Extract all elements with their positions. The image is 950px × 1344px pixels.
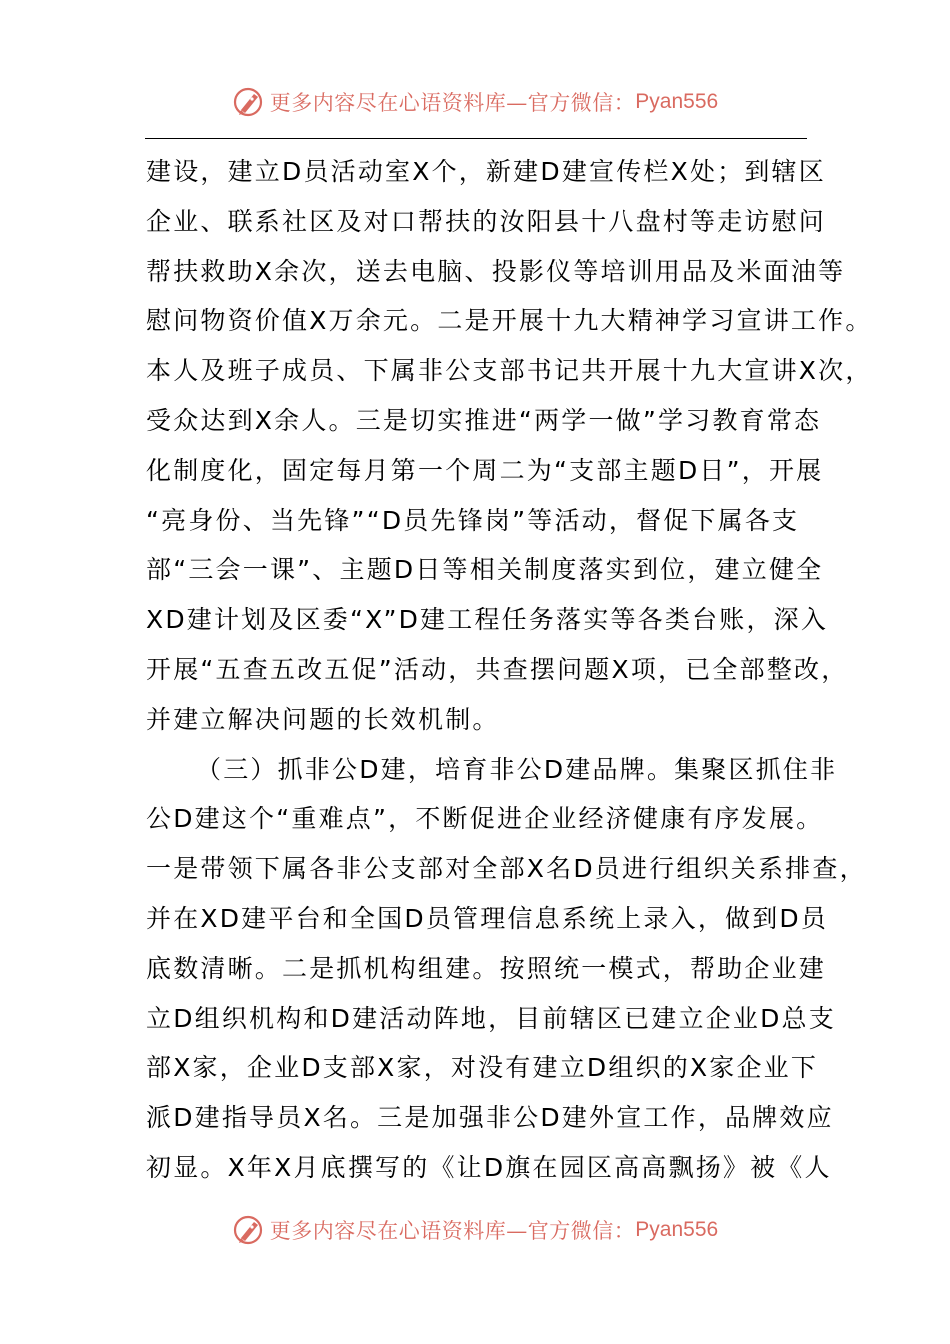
pen-nib-logo-icon [232,85,266,119]
document-body [146,147,873,1193]
header-banner [0,82,950,122]
body-line: 一是带领下属各非公支部对全部X名D员进行组织关系排查， [146,854,867,884]
body-line: 化制度化，固定每月第一个周二为“支部主题D日”，开展 [146,455,824,485]
header-banner-wechat-id: Pyan556 [635,90,719,113]
body-line: 并在XD建平台和全国D员管理信息系统上录入，做到D员 [146,903,829,933]
body-line: 立D组织机构和D建活动阵地，目前辖区已建立企业D总支 [146,1003,836,1033]
footer-banner-wechat-id: Pyan556 [635,1218,719,1241]
body-line: 部“三会一课”、主题D日等相关制度落实到位，建立健全 [146,555,824,585]
body-line: 受众达到X余人。三是切实推进“两学一做”学习教育常态 [146,405,822,435]
body-line: 并建立解决问题的长效机制。 [146,704,500,734]
body-line: 建设，建立D员活动室X个，新建D建宣传栏X处；到辖区 [146,157,826,186]
footer-banner-text: 更多内容尽在心语资料库—官方微信： [269,1219,636,1243]
body-line: 派D建指导员X名。三是加强非公D建外宣工作，品牌效应 [146,1103,834,1133]
footer-banner [0,1210,950,1250]
body-line: 公D建这个“重难点”，不断促进企业经济健康有序发展。 [146,804,824,834]
body-line: XD建计划及区委“X”D建工程任务落实等各类台账，深入 [146,605,829,635]
body-line: 开展“五查五改五促”活动，共查摆问题X项，已全部整改， [146,654,849,684]
section-heading-line: （三）抓非公D建，培育非公D建品牌。集聚区抓住非 [196,754,838,784]
header-banner-text: 更多内容尽在心语资料库—官方微信： [269,91,636,115]
body-line: 帮扶救助X余次，送去电脑、投影仪等培训用品及米面油等 [146,256,846,286]
body-line: 慰问物资价值X万余元。二是开展十九大精神学习宣讲工作。 [146,306,873,336]
pen-nib-logo-icon [232,1213,266,1247]
body-line: 初显。X年X月底撰写的《让D旗在园区高高飘扬》被《人 [146,1152,832,1182]
body-line: 底数清晰。二是抓机构组建。按照统一模式，帮助企业建 [146,953,827,983]
body-line: “亮身份、当先锋”“D员先锋岗”等活动，督促下属各支 [146,505,800,535]
header-divider [145,138,807,139]
body-line: 部X家，企业D支部X家，对没有建立D组织的X家企业下 [146,1053,819,1083]
body-line: 本人及班子成员、下属非公支部书记共开展十九大宣讲X次， [146,356,873,386]
body-line: 企业、联系社区及对口帮扶的汝阳县十八盘村等走访慰问 [146,206,827,236]
